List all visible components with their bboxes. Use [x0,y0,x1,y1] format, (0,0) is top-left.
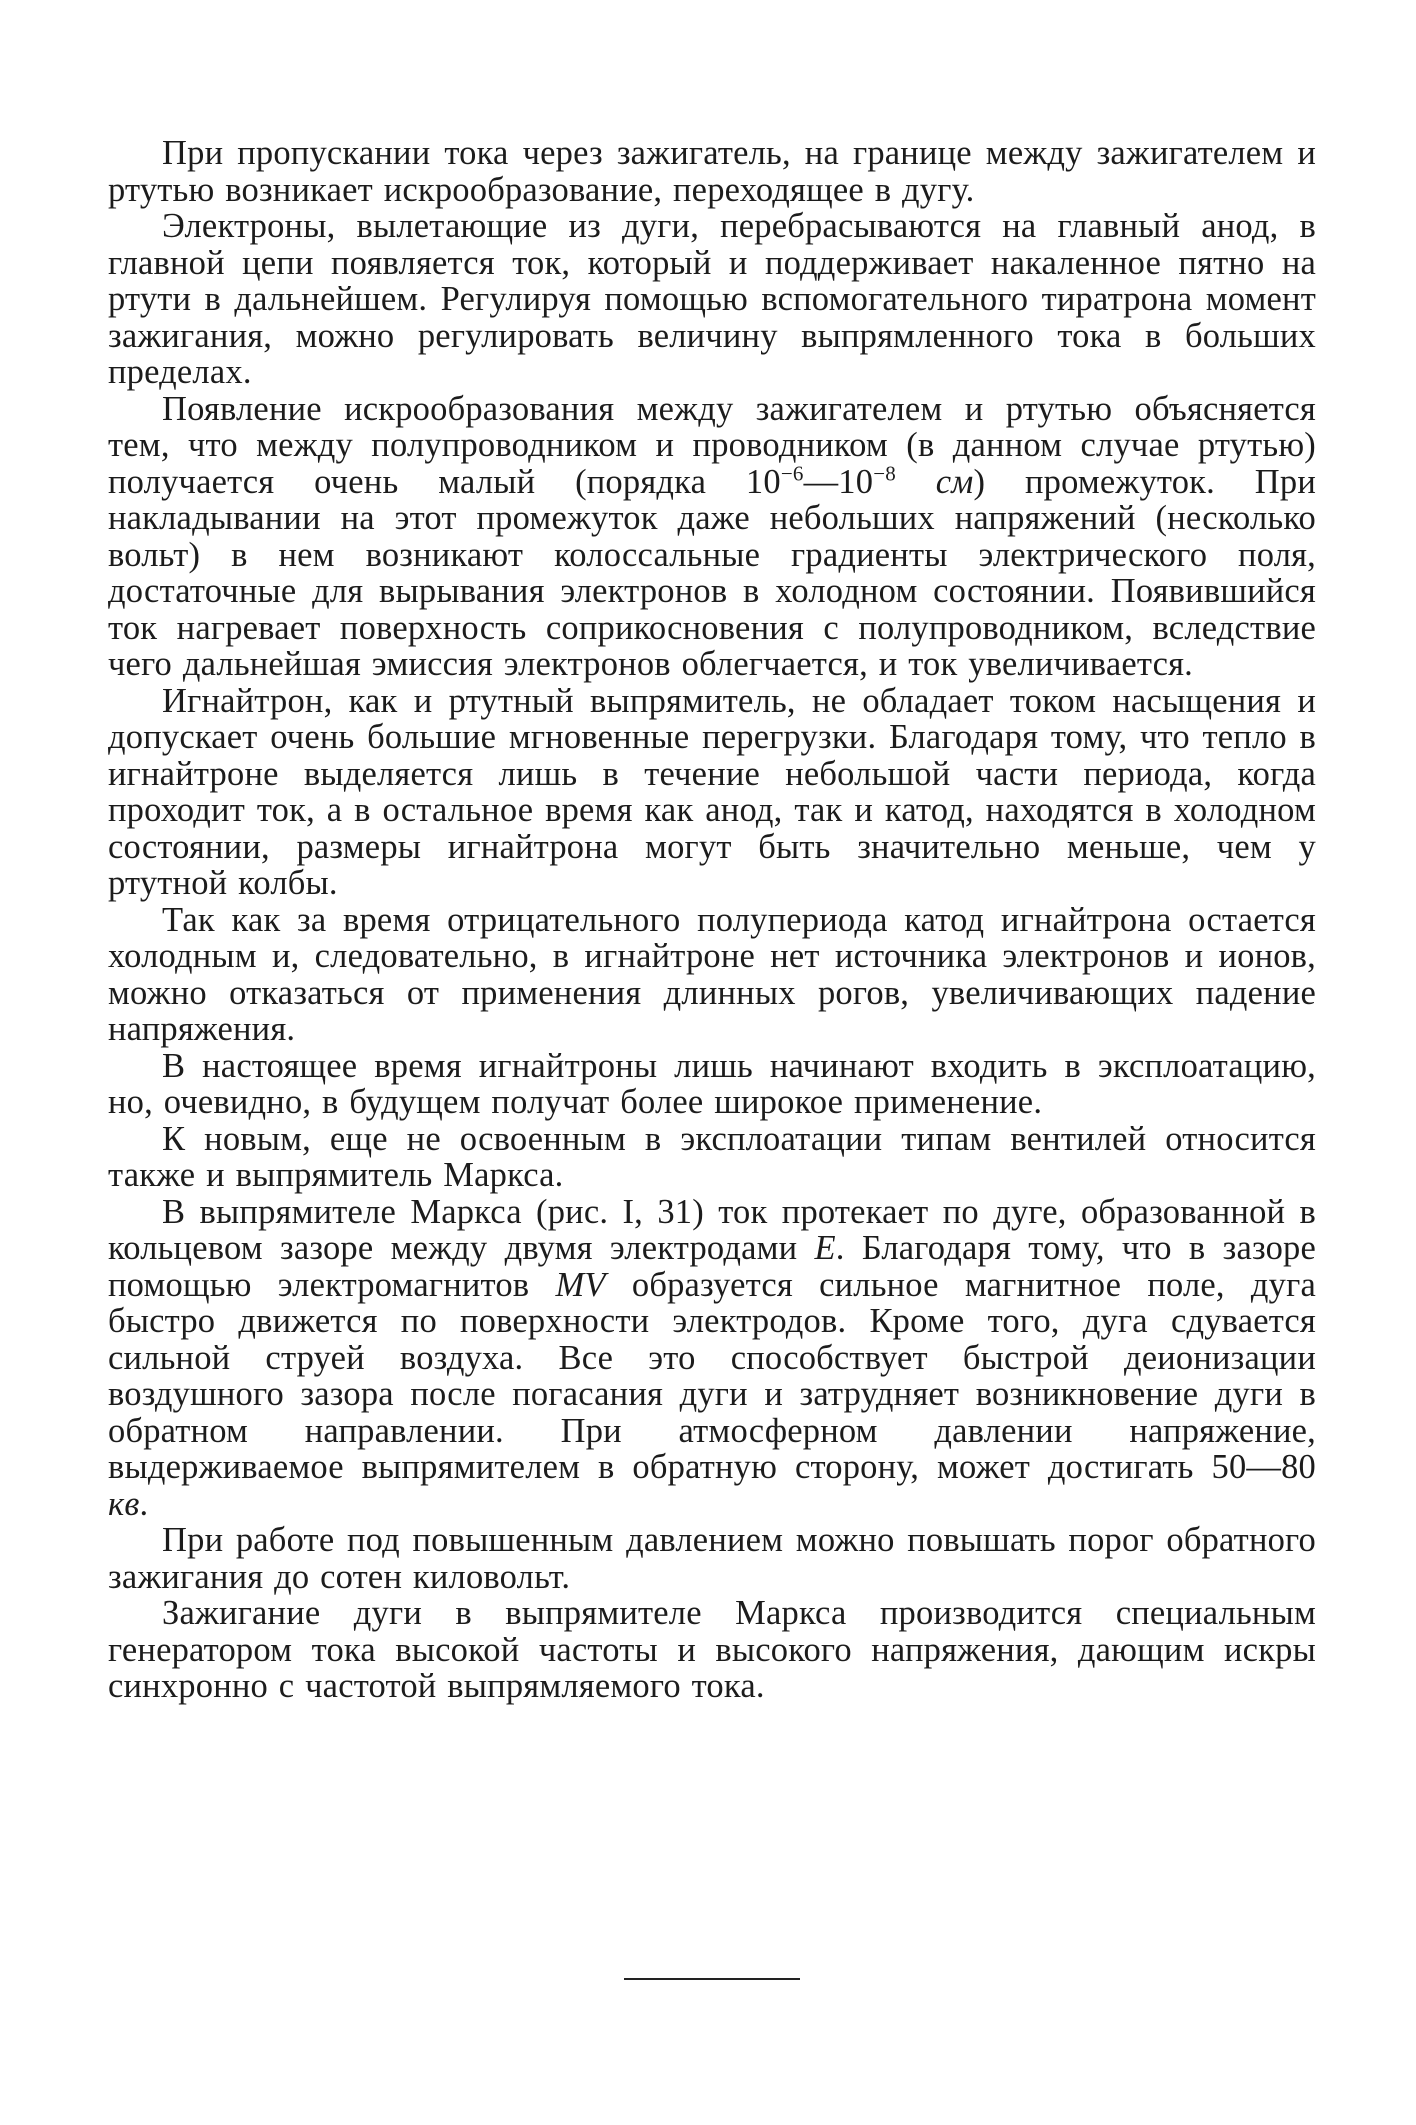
paragraph-8 [108,1194,1316,1523]
paragraph-3-part-1: Появление искрообразования между зажигателем и ртутью объясняется тем, что между полупроводником и проводником (в данном случае ртутью) получается очень малый (порядка 10 [108,389,1316,501]
paragraph-3-part-3: ) промежуток. При накладывании на этот промежуток даже небольших напряжений (несколько вольт) в нем возникают колоссальные градиенты электрического поля, достаточные для вырывания электронов в холодном состоянии. Появившийся ток нагревает поверхность соприкосновения с полупроводником, вследствие чего дальнейшая эмиссия электронов облегчается, и ток увеличивается. [108,462,1317,683]
exponent-2: −8 [873,461,896,485]
page-body [108,135,1316,1705]
paragraph-8-part-2: . Благодаря тому, что в зазоре помощью электромагнитов [108,1229,1316,1304]
paragraph-6: В настоящее время игнайтроны лишь начинают входить в эксплоатацию, но, очевидно, в будущем получат более широкое применение. [108,1046,1316,1121]
paragraph-1: При пропускании тока через зажигатель, на границе между зажигателем и ртутью возникает искрообразование, переходящее в дугу. [108,134,1316,209]
paragraph-9: При работе под повышенным давлением можно повышать порог обратного зажигания до сотен киловольт. [108,1521,1316,1596]
paragraph-2: Электроны, вылетающие из дуги, перебрасываются на главный анод, в главной цепи появляется ток, который и поддерживает накаленное пятно на ртути в дальнейшем. Регулируя помощью вспомогательного тиратрона момент зажигания, можно регулировать величину выпрямленного тока в больших пределах. [108,207,1316,391]
symbol-mv: MV [555,1265,606,1304]
unit-cm: см [935,462,974,501]
paragraph-4: Игнайтрон, как и ртутный выпрямитель, не обладает током насыщения и допускает очень большие мгновенные перегрузки. Благодаря тому, что тепло в игнайтроне выделяется лишь в течение небольшой части периода, когда проходит ток, а в остальное время как анод, так и катод, находятся в холодном состоянии, размеры игнайтрона могут быть значительно меньше, чем у ртутной колбы. [108,681,1316,902]
paragraph-3-part-2: —10 [803,462,874,501]
end-rule [624,1978,800,1980]
paragraph-8-part-1: В выпрямителе Маркса (рис. I, 31) ток протекает по дуге, образованной в кольцевом зазоре между двумя электродами [108,1192,1316,1267]
paragraph-5: Так как за время отрицательного полупериода катод игнайтрона остается холодным и, следовательно, в игнайтроне нет источника электронов и ионов, можно отказаться от применения длинных рогов, увеличивающих падение напряжения. [108,900,1316,1048]
paragraph-8-part-3: образуется сильное магнитное поле, дуга быстро движется по поверхности электродов. Кроме того, дуга сдувается сильной струей воздуха. Все это способствует быстрой деионизации воздушного зазора после погасания дуги и затрудняет возникновение дуги в обратном направлении. При атмосферном давлении напряжение, выдерживаемое выпрямителем в обратную сторону, может достигать 50—80 [108,1265,1316,1486]
paragraph-7: К новым, еще не освоенным в эксплоатации типам вентилей относится также и выпрямитель Маркса. [108,1119,1316,1194]
unit-kv: кв [108,1484,140,1523]
symbol-e: E [814,1229,836,1267]
paragraph-3 [108,391,1316,683]
paragraph-8-part-4: . [139,1484,149,1523]
exponent-1: −6 [780,461,804,485]
paragraph-10: Зажигание дуги в выпрямителе Маркса производится специальным генератором тока высокой частоты и высокого напряжения, дающим искры синхронно с частотой выпрямляемого тока. [108,1594,1316,1705]
